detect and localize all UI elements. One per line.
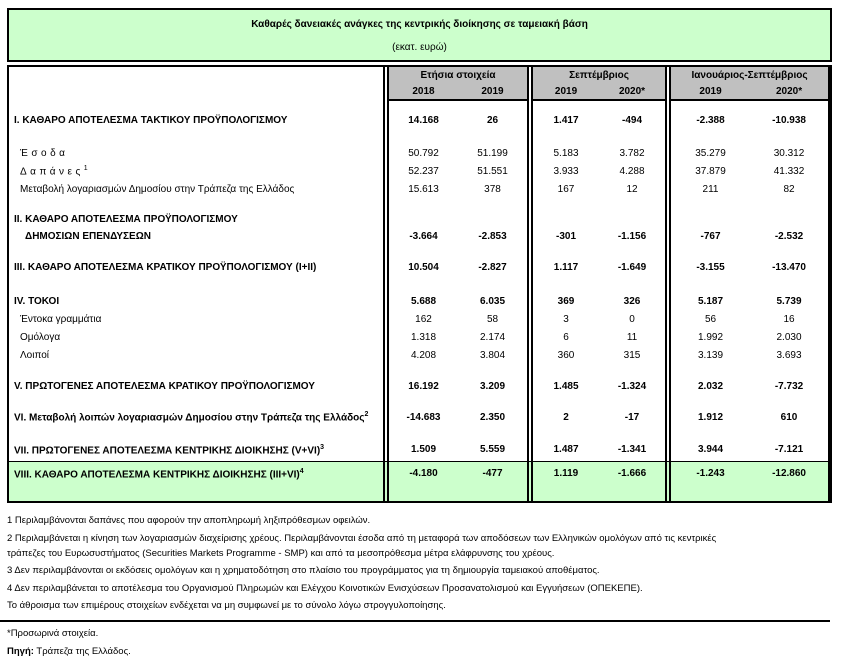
table-row — [9, 310, 829, 328]
row-value: 2 — [532, 407, 599, 427]
table-row — [9, 110, 829, 130]
row-value: 211 — [670, 180, 750, 198]
table-row — [9, 328, 829, 346]
row-value: 1.119 — [532, 461, 599, 501]
row-value — [388, 211, 458, 227]
empty-value-cell — [388, 276, 458, 292]
row-value: 3.933 — [532, 162, 599, 180]
row-value: 2.032 — [670, 377, 750, 395]
table-row — [9, 377, 829, 395]
empty-value-cell — [532, 276, 599, 292]
empty-value-cell — [599, 395, 666, 407]
row-value: 10.504 — [388, 258, 458, 276]
row-value: -3.155 — [670, 258, 750, 276]
empty-value-cell — [388, 427, 458, 439]
row-value: 1.485 — [532, 377, 599, 395]
year-header: 2019 — [670, 84, 750, 100]
year-header: 2019 — [532, 84, 599, 100]
footnote-1: 1 Περιλαμβάνονται δαπάνες που αφορούν την αποπληρωμή ληξιπρόθεσμων οφειλών. — [7, 515, 371, 526]
row-value: -1.243 — [670, 461, 750, 501]
row-label-text: I. ΚΑΘΑΡΟ ΑΠΟΤΕΛΕΣΜΑ ΤΑΚΤΙΚΟΥ ΠΡΟΫΠΟΛΟΓΙΣΜΟΥ — [14, 114, 288, 126]
column-group-header: Ετήσια στοιχεία — [388, 67, 528, 84]
empty-value-cell — [388, 130, 458, 144]
row-value: 4.208 — [388, 346, 458, 364]
row-label — [9, 292, 384, 310]
empty-value-cell — [670, 276, 750, 292]
row-value: 56 — [670, 310, 750, 328]
row-value: 82 — [750, 180, 829, 198]
row-value: 3.209 — [458, 377, 528, 395]
row-value: 5.688 — [388, 292, 458, 310]
row-value: -7.732 — [750, 377, 829, 395]
footnotes — [7, 513, 833, 613]
row-value: -1.649 — [599, 258, 666, 276]
empty-value-cell — [599, 276, 666, 292]
table-title: Καθαρές δανειακές ανάγκες της κεντρικής διοίκησης σε ταμειακή βάση — [251, 19, 588, 30]
empty-value-cell — [670, 364, 750, 377]
row-value: 162 — [388, 310, 458, 328]
row-value: -17 — [599, 407, 666, 427]
row-label — [9, 211, 384, 227]
table-row — [9, 292, 829, 310]
table-row — [9, 227, 829, 245]
title-banner — [7, 8, 832, 62]
spacer-row — [9, 395, 829, 407]
empty-value-cell — [750, 364, 829, 377]
row-value: -477 — [458, 461, 528, 501]
row-label — [9, 162, 384, 180]
row-value: 360 — [532, 346, 599, 364]
row-label-text: Λοιποί — [20, 349, 50, 361]
empty-value-cell — [532, 100, 599, 110]
empty-value-cell — [599, 364, 666, 377]
spacer-row — [9, 364, 829, 377]
row-value: 2.030 — [750, 328, 829, 346]
row-label — [9, 461, 384, 501]
row-value: 30.312 — [750, 144, 829, 162]
empty-value-cell — [599, 100, 666, 110]
row-value: 58 — [458, 310, 528, 328]
row-value: -2.853 — [458, 227, 528, 245]
row-value: 0 — [599, 310, 666, 328]
row-value: -767 — [670, 227, 750, 245]
row-label-text: VII. ΠΡΩΤΟΓΕΝΕΣ ΑΠΟΤΕΛΕΣΜΑ ΚΕΝΤΡΙΚΗΣ ΔΙΟΙΚΗΣΗΣ (V+VI) — [14, 444, 321, 456]
row-value: 5.183 — [532, 144, 599, 162]
empty-value-cell — [750, 395, 829, 407]
empty-value-cell — [670, 395, 750, 407]
column-group-header: Σεπτέμβριος — [532, 67, 666, 84]
row-value: 52.237 — [388, 162, 458, 180]
row-label-text: Δαπάνες — [20, 166, 84, 178]
row-value: 6.035 — [458, 292, 528, 310]
row-label — [9, 258, 384, 276]
row-value: 6 — [532, 328, 599, 346]
table-row — [9, 144, 829, 162]
column-group-header: Ιανουάριος-Σεπτέμβριος — [670, 67, 829, 84]
row-value — [458, 211, 528, 227]
row-value: -10.938 — [750, 110, 829, 130]
row-value — [532, 211, 599, 227]
footnote-marker: 1 — [83, 164, 88, 172]
empty-value-cell — [458, 427, 528, 439]
empty-value-cell — [599, 427, 666, 439]
row-label — [9, 144, 384, 162]
row-value: 51.199 — [458, 144, 528, 162]
empty-value-cell — [532, 130, 599, 144]
row-value: 16.192 — [388, 377, 458, 395]
row-value: -13.470 — [750, 258, 829, 276]
table-row — [9, 346, 829, 364]
rounding-note: Το άθροισμα των επιμέρους στοιχείων ενδέχεται να μη συμφωνεί με το σύνολο λόγω στρογγυλοποίησης. — [7, 600, 446, 611]
footnote-2: 2 Περιλαμβάνεται η κίνηση των λογαριασμών διαχείρισης χρέους. Περιλαμβάνονται έσοδα από τη μεταφορά των αποδόσεων των Ελληνικών ομολόγων από τις κεντρικές τράπεζες του Ευρωσυστήματος (Securities Markets Programme - SMP) και από τα μεσοπρόθεσμα μέτρα ελάφρυνσης του χρέους. — [7, 532, 717, 559]
empty-value-cell — [532, 364, 599, 377]
empty-label-cell — [9, 395, 384, 407]
empty-value-cell — [750, 245, 829, 258]
row-value: 35.279 — [670, 144, 750, 162]
empty-value-cell — [599, 130, 666, 144]
row-value: -2.532 — [750, 227, 829, 245]
empty-value-cell — [388, 364, 458, 377]
row-value: 1.318 — [388, 328, 458, 346]
row-value: -2.827 — [458, 258, 528, 276]
spacer-row — [9, 130, 829, 144]
empty-value-cell — [458, 245, 528, 258]
row-label-text: VI. Μεταβολή λοιπών λογαριασμών Δημοσίου στην Τράπεζα της Ελλάδος — [14, 412, 365, 424]
row-value: 610 — [750, 407, 829, 427]
empty-label-cell — [9, 427, 384, 439]
row-value: -1.324 — [599, 377, 666, 395]
empty-value-cell — [458, 276, 528, 292]
row-value: 326 — [599, 292, 666, 310]
empty-value-cell — [750, 130, 829, 144]
empty-value-cell — [388, 100, 458, 110]
empty-value-cell — [750, 198, 829, 211]
row-value: -1.666 — [599, 461, 666, 501]
row-value — [670, 211, 750, 227]
empty-value-cell — [599, 245, 666, 258]
empty-value-cell — [750, 276, 829, 292]
row-label — [9, 377, 384, 395]
empty-value-cell — [532, 395, 599, 407]
row-label — [9, 310, 384, 328]
spacer-row — [9, 100, 829, 110]
row-value: 16 — [750, 310, 829, 328]
row-label — [9, 110, 384, 130]
table-row — [9, 439, 829, 461]
empty-value-cell — [532, 198, 599, 211]
empty-label-cell — [9, 245, 384, 258]
empty-value-cell — [750, 100, 829, 110]
row-value: 378 — [458, 180, 528, 198]
empty-value-cell — [388, 198, 458, 211]
row-label-text: IV. ΤΟΚΟΙ — [14, 295, 60, 307]
empty-value-cell — [670, 130, 750, 144]
separator-line — [0, 620, 830, 622]
row-value: 2.350 — [458, 407, 528, 427]
spacer-row — [9, 276, 829, 292]
row-label — [9, 407, 384, 427]
row-value — [750, 211, 829, 227]
row-value: 2.174 — [458, 328, 528, 346]
empty-value-cell — [458, 130, 528, 144]
row-value: 3.139 — [670, 346, 750, 364]
row-value — [599, 211, 666, 227]
empty-label-cell — [9, 364, 384, 377]
row-value: -14.683 — [388, 407, 458, 427]
row-label — [9, 328, 384, 346]
provisional-note: *Προσωρινά στοιχεία. — [7, 628, 99, 639]
row-value: 41.332 — [750, 162, 829, 180]
main-table-container — [7, 65, 832, 503]
row-value: 1.509 — [388, 439, 458, 461]
row-value: 3.804 — [458, 346, 528, 364]
row-value: -2.388 — [670, 110, 750, 130]
table-row — [9, 258, 829, 276]
row-label-text: III. ΚΑΘΑΡΟ ΑΠΟΤΕΛΕΣΜΑ ΚΡΑΤΙΚΟΥ ΠΡΟΫΠΟΛΟΓΙΣΜΟΥ (I+II) — [14, 261, 317, 273]
table-row — [9, 461, 829, 501]
row-value: -1.341 — [599, 439, 666, 461]
row-value: -1.156 — [599, 227, 666, 245]
row-value: 1.912 — [670, 407, 750, 427]
row-label-text: II. ΚΑΘΑΡΟ ΑΠΟΤΕΛΕΣΜΑ ΠΡΟΫΠΟΛΟΓΙΣΜΟΥ — [14, 213, 238, 225]
row-value: 3.782 — [599, 144, 666, 162]
row-value: -12.860 — [750, 461, 829, 501]
spacer-row — [9, 427, 829, 439]
row-value: 14.168 — [388, 110, 458, 130]
table-row — [9, 407, 829, 427]
empty-value-cell — [670, 245, 750, 258]
footnote-marker: 3 — [320, 443, 325, 451]
table-row — [9, 180, 829, 198]
row-label — [9, 180, 384, 198]
year-header: 2020* — [750, 84, 829, 100]
row-label-text: ΔΗΜΟΣΙΩΝ ΕΠΕΝΔΥΣΕΩΝ — [25, 230, 151, 242]
empty-value-cell — [458, 198, 528, 211]
row-value: -4.180 — [388, 461, 458, 501]
row-value: 51.551 — [458, 162, 528, 180]
empty-value-cell — [670, 198, 750, 211]
row-value: 315 — [599, 346, 666, 364]
spacer-row — [9, 198, 829, 211]
year-header: 2018 — [388, 84, 458, 100]
row-value: 5.187 — [670, 292, 750, 310]
row-value: 1.117 — [532, 258, 599, 276]
row-value: 1.417 — [532, 110, 599, 130]
row-value: 5.739 — [750, 292, 829, 310]
row-value: 3.944 — [670, 439, 750, 461]
row-value: -301 — [532, 227, 599, 245]
empty-value-cell — [458, 364, 528, 377]
empty-value-cell — [670, 100, 750, 110]
year-header: 2020* — [599, 84, 666, 100]
empty-value-cell — [532, 427, 599, 439]
row-value: 26 — [458, 110, 528, 130]
table-row — [9, 162, 829, 180]
row-value: 37.879 — [670, 162, 750, 180]
empty-label-cell — [9, 100, 384, 110]
row-label-text: Έντοκα γραμμάτια — [20, 313, 102, 325]
row-label-text: Μεταβολή λογαριασμών Δημοσίου στην Τράπεζα της Ελλάδος — [20, 183, 295, 195]
empty-value-cell — [532, 245, 599, 258]
row-value: 3.693 — [750, 346, 829, 364]
row-label — [9, 346, 384, 364]
row-value: 11 — [599, 328, 666, 346]
row-value: 3 — [532, 310, 599, 328]
empty-value-cell — [458, 100, 528, 110]
row-label — [9, 439, 384, 461]
source-note — [7, 646, 833, 657]
empty-label-cell — [9, 130, 384, 144]
row-value: 12 — [599, 180, 666, 198]
row-label-text: VIII. ΚΑΘΑΡΟ ΑΠΟΤΕΛΕΣΜΑ ΚΕΝΤΡΙΚΗΣ ΔΙΟΙΚΗΣΗΣ (III+VI) — [14, 468, 300, 480]
footnote-4: 4 Δεν περιλαμβάνεται το αποτέλεσμα του Οργανισμού Πληρωμών και Ελέγχου Κοινοτικών Ενισχύσεων Προσανατολισμού και Εγγυήσεων (ΟΠΕΚΕΠΕ). — [7, 582, 643, 594]
main-table — [9, 67, 830, 501]
source-text: Τράπεζα της Ελλάδος. — [33, 646, 131, 657]
empty-value-cell — [599, 198, 666, 211]
empty-value-cell — [750, 427, 829, 439]
table-row — [9, 211, 829, 227]
row-value: 5.559 — [458, 439, 528, 461]
row-value: 50.792 — [388, 144, 458, 162]
empty-value-cell — [388, 395, 458, 407]
spacer-row — [9, 245, 829, 258]
footnote-marker: 2 — [364, 410, 369, 418]
source-label: Πηγή: — [7, 646, 34, 657]
row-value: 167 — [532, 180, 599, 198]
row-value: 4.288 — [599, 162, 666, 180]
footnote-3: 3 Δεν περιλαμβάνονται οι εκδόσεις ομολόγων και η χρηματοδότηση στο πλαίσιο του προγράμματος για τη δημιουργία ταμειακού αποθέματος. — [7, 565, 600, 576]
empty-label-cell — [9, 198, 384, 211]
row-value: -7.121 — [750, 439, 829, 461]
row-value: -494 — [599, 110, 666, 130]
footnote-marker: 4 — [299, 467, 304, 475]
row-value: 369 — [532, 292, 599, 310]
row-label — [9, 227, 384, 245]
row-label-text: V. ΠΡΩΤΟΓΕΝΕΣ ΑΠΟΤΕΛΕΣΜΑ ΚΡΑΤΙΚΟΥ ΠΡΟΫΠΟΛΟΓΙΣΜΟΥ — [14, 380, 315, 392]
table-unit: (εκατ. ευρώ) — [392, 42, 447, 53]
row-label-text: Έσοδα — [20, 147, 69, 159]
empty-value-cell — [458, 395, 528, 407]
row-value: 1.992 — [670, 328, 750, 346]
row-value: 1.487 — [532, 439, 599, 461]
row-label-text: Ομόλογα — [20, 331, 61, 343]
row-value: 15.613 — [388, 180, 458, 198]
year-header: 2019 — [458, 84, 528, 100]
empty-value-cell — [388, 245, 458, 258]
row-value: -3.664 — [388, 227, 458, 245]
empty-value-cell — [670, 427, 750, 439]
empty-label-cell — [9, 276, 384, 292]
